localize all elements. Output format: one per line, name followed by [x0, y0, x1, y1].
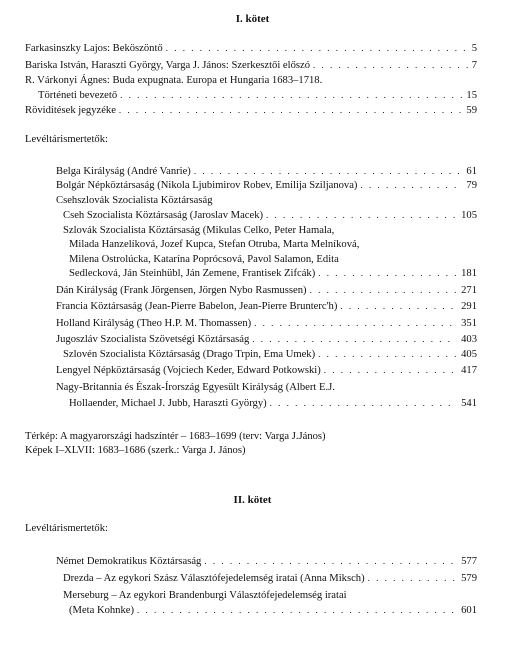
toc-entry-title: Dán Királyság (Frank Jörgensen, Jörgen Nybo Rasmussen)	[56, 285, 307, 296]
dot-leader	[120, 91, 462, 100]
toc-entry-title: Drezda – Az egykori Szász Választófejedelemség iratai (Anna Miksch)	[63, 573, 365, 584]
toc-entry-page: 577	[461, 556, 477, 567]
toc-entry-page: 403	[461, 334, 477, 345]
toc-entry-page: 579	[461, 573, 477, 584]
toc-entry-title: Belga Királyság (André Vanrie)	[56, 166, 191, 177]
toc-entry-title: (Meta Kohnke)	[69, 605, 135, 616]
toc-entry	[63, 350, 477, 361]
archive-section-heading: Levéltárismertetők:	[25, 523, 108, 534]
volume-1-heading: I. kötet	[235, 13, 270, 25]
dot-leader	[254, 319, 457, 328]
toc-entry-page: 5	[471, 43, 477, 54]
toc-entry-title: Bariska István, Haraszti György, Varga J. János: Szerkesztői előszó	[25, 60, 310, 71]
dot-leader	[318, 350, 457, 359]
toc-entry	[56, 302, 477, 313]
toc-entry-title: Holland Királyság (Theo H.P. M. Thomassen)	[56, 318, 252, 329]
toc-entry	[25, 106, 477, 117]
toc-entry-title: Farkasinszky Lajos: Beköszöntő	[25, 43, 163, 54]
toc-entry	[56, 181, 477, 192]
toc-entry-title: Német Demokratikus Köztársaság	[56, 556, 202, 567]
pictures-note: Képek I–XLVII: 1683–1686 (szerk.: Varga J. János)	[25, 445, 246, 456]
toc-entry	[69, 269, 477, 280]
toc-entry	[25, 61, 477, 72]
toc-entry-page: 291	[461, 301, 477, 312]
map-note: Térkép: A magyarországi hadszíntér – 1683–1699 (terv: Varga J.János)	[25, 431, 326, 442]
dot-leader	[119, 106, 463, 115]
toc-entry-page: 271	[461, 285, 477, 296]
toc-entry-title: Jugoszláv Szocialista Szövetségi Köztársaság	[56, 334, 250, 345]
toc-entry-title: Cseh Szocialista Köztársaság (Jaroslav Macek)	[63, 210, 264, 221]
dot-leader	[368, 574, 457, 583]
toc-entry	[25, 44, 477, 55]
toc-entry-title: Történeti bevezető	[38, 90, 118, 101]
dot-leader	[340, 302, 457, 311]
dot-leader	[360, 181, 462, 190]
toc-entry-title: Hollaender, Michael J. Jubb, Haraszti György)	[69, 398, 267, 409]
dot-leader	[252, 335, 457, 344]
toc-entry-title: Milada Hanzelíková, Jozef Kupca, Stefan Otruba, Marta Melníková,	[69, 239, 360, 250]
toc-entry-title: Csehszlovák Szocialista Köztársaság	[56, 195, 213, 206]
toc-entry	[56, 319, 477, 330]
toc-entry-title: Sedlecková, Ján Steinhübl, Ján Zemene, Frantisek Zifcák)	[69, 268, 316, 279]
dot-leader	[270, 399, 457, 408]
toc-entry-title: Szlovák Szocialista Köztársaság (Mikulas Celko, Peter Hamala,	[63, 225, 335, 236]
toc-entry	[56, 366, 477, 377]
toc-entry-page: 7	[471, 60, 477, 71]
toc-entry	[56, 335, 477, 346]
toc-entry	[56, 167, 477, 178]
toc-entry-page: 601	[461, 605, 477, 616]
toc-entry-page: 105	[461, 210, 477, 221]
toc-entry-page: 541	[461, 398, 477, 409]
toc-entry	[38, 91, 477, 102]
toc-entry-title: Merseburg – Az egykori Brandenburgi Választófejedelemség iratai	[63, 590, 347, 601]
toc-entry	[63, 211, 477, 222]
toc-entry	[63, 574, 477, 585]
toc-entry-title: Nagy-Britannia és Észak-Írország Egyesült Királyság (Albert E.J.	[56, 382, 335, 393]
toc-entry	[69, 606, 477, 617]
dot-leader	[166, 44, 468, 53]
toc-entry-page: 59	[466, 105, 477, 116]
toc-entry-page: 79	[466, 180, 477, 191]
dot-leader	[137, 606, 457, 615]
dot-leader	[324, 366, 457, 375]
toc-entry	[56, 557, 477, 568]
toc-entry-title: Bolgár Népköztársaság (Nikola Ljubimirov Robev, Emilija Sziljanova)	[56, 180, 358, 191]
dot-leader	[310, 286, 458, 295]
toc-entry-title: Szlovén Szocialista Köztársaság (Drago Trpin, Ema Umek)	[63, 349, 316, 360]
dot-leader	[194, 167, 463, 176]
toc-entry-title: Rövidítések jegyzéke	[25, 105, 116, 116]
toc-entry-page: 405	[461, 349, 477, 360]
dot-leader	[204, 557, 457, 566]
toc-entry-page: 417	[461, 365, 477, 376]
archive-section-heading: Levéltárismertetők:	[25, 134, 108, 145]
dot-leader	[313, 61, 468, 70]
toc-entry-page: 351	[461, 318, 477, 329]
toc-entry-title: Milena Ostrolúcka, Katarína Poprócsová, Pavol Salamon, Edita	[69, 254, 339, 265]
toc-entry-title: R. Várkonyi Ágnes: Buda expugnata. Europa et Hungaria 1683–1718.	[25, 75, 323, 86]
toc-entry	[56, 286, 477, 297]
toc-entry-title: Francia Köztársaság (Jean-Pierre Babelon, Jean-Pierre Brunterc'h)	[56, 301, 338, 312]
dot-leader	[318, 269, 457, 278]
toc-entry-page: 15	[466, 90, 477, 101]
toc-entry-title: Lengyel Népköztársaság (Vojciech Keder, Edward Potkowski)	[56, 365, 321, 376]
volume-2-heading: II. kötet	[233, 494, 272, 506]
toc-entry-page: 181	[461, 268, 477, 279]
toc-entry	[69, 399, 477, 410]
toc-entry-page: 61	[466, 166, 477, 177]
dot-leader	[266, 211, 457, 220]
